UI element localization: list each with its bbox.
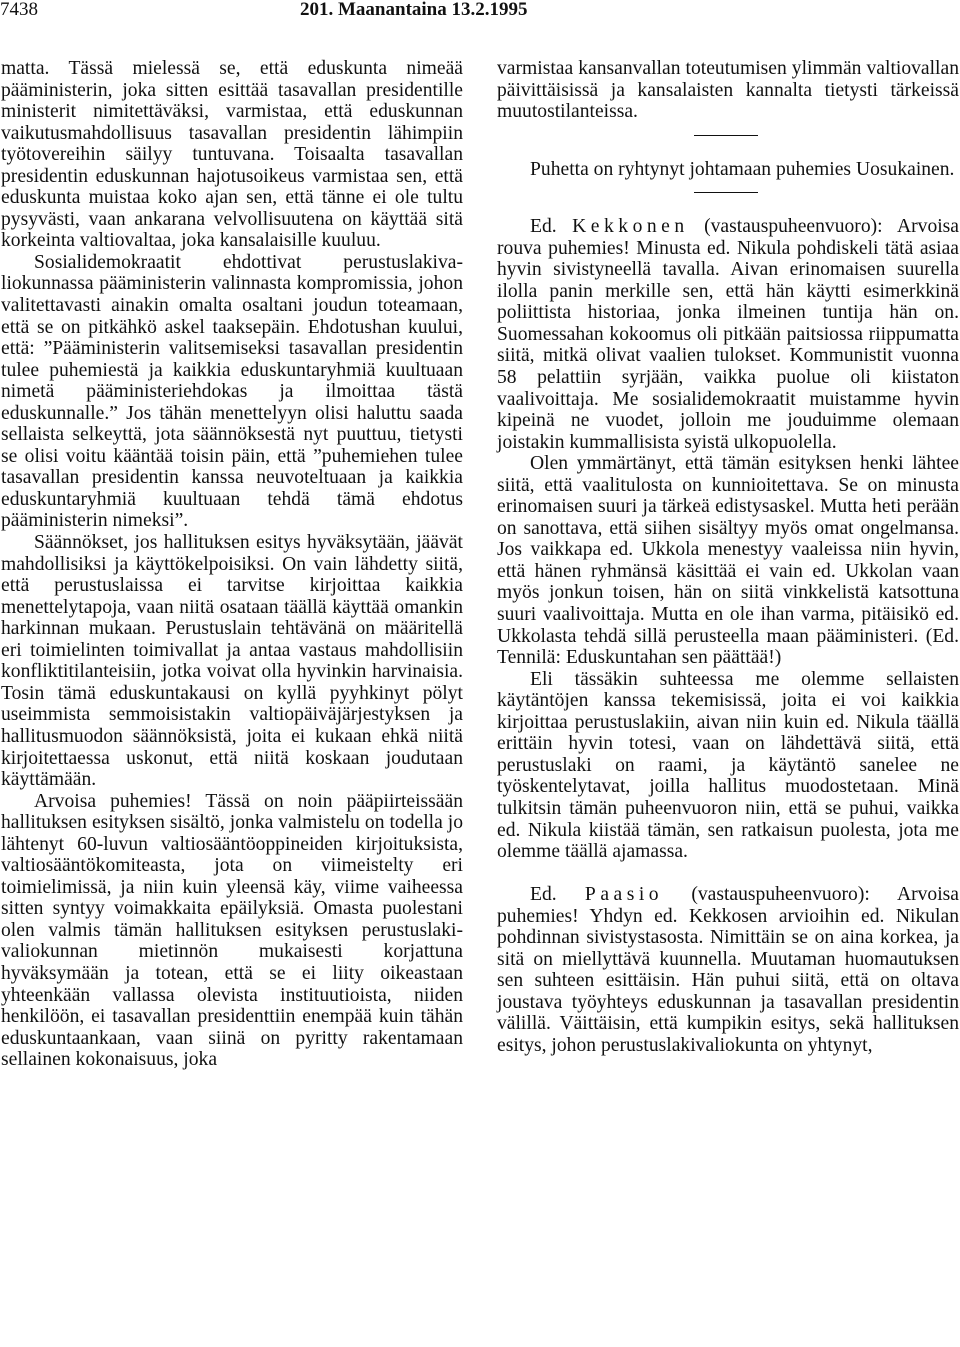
right-column (497, 58, 959, 1057)
section-divider (694, 192, 758, 193)
paragraph: Olen ymmärtänyt, että tämän esityksen henki lähtee siitä, että vaalitulosta on kunnioitettava. Se on minusta erinomaisen suuri ja tärkeä edistysaskel. Mutta heti perään on sanottava, että siihen sisältyy myös omat ongelmansa. Jos vaikkapa ed. Ukkola menestyy vaaleissa niin hyvin, että hänen ryhmänsä käsittää ei vain ed. Ukkolan vaan myös jonkun toisen, hän on siitä vinkkelistä katsottuna suuri vaalivoittaja. Mutta en ole ihan varma, pitäisikö ed. Ukkolasta tehdä sillä perusteella maan pääministeri. (Ed. Tennilä: Eduskuntahan sen päättää!) (497, 453, 959, 669)
left-column (1, 58, 463, 1071)
page-header (0, 0, 960, 20)
speech-type: (vastauspuheenvuoro): (688, 216, 883, 238)
running-head: 201. Maanantaina 13.2.1995 (300, 0, 528, 20)
paragraph: varmistaa kansanvallan toteutumisen ylimmän valtiovallan päivittäisissä ja kansalaisten kannalta tietysti tärkeissä muutostilanteissa. (497, 58, 959, 123)
speech-opening (497, 884, 959, 1056)
paragraph: matta. Tässä mielessä se, että eduskunta nimeää pääministerin, joka sitten esittää tasavallan presidentille ministerit nimitettäväksi, varmistaa, että eduskunnan vaikutusmahdollisuus tasavallan presidentin lähimpiin työtovereihin säilyy tuntuvana. Toisaalta tasavallan presidentin eduskunnan hajotusoikeus varmistaa sen, että eduskunta muistaa koko ajan sen, että tänne ei ole tultu pysyvästi, vaan ankarana velvollisuutena on käyttää sitä korkeinta valtiovaltaa, joka kansalaisille kuuluu. (1, 58, 463, 252)
paragraph-gap (497, 863, 959, 885)
speaker-name: Kekkonen (572, 216, 689, 238)
speaker-name: Paasio (584, 884, 664, 906)
speech-opening (497, 216, 959, 453)
chair-note: Puhetta on ryhtynyt johtamaan puhemies Uosukainen. (530, 158, 955, 180)
speech-type: (vastauspuheenvuoro): (663, 884, 870, 906)
paragraph: Arvoisa puhemies! Tässä on noin pääpiirteissään hallituksen esityksen sisältö, jonka valmistelu on todella jo lähtenyt 60-luvun valtiosääntöoppineiden kirjoituksista, valtiosääntökomiteasta, jota on viimeistelty eri toimielimissä, ja niin kuin yleensä käy, viime vaiheessa sitten syntyy voimakkaita epäilyksiä. Omasta puolestani olen valmis tämän hallituksen esityksen perustuslakivaliokunnan mietinnön mukaisesti korjattuna hyväksymään ja totean, että se ei liity oikeastaan yhteenkään vallassa olevista instituutioista, niiden henkilöön, ei tasavallan presidenttiin enempää kuin tähän eduskuntaankaan, vaan siinä on pyritty rakentamaan sellainen kokonaisuus, joka (1, 790, 463, 1071)
speech-text: Arvoisa puhemies! Yhdyn ed. Kekkosen arvioihin ed. Nikulan pohdinnan sivistystasosta. Nimittäin se on aina korkea, ja sitä on miellyttävä kuunnella. Muutaman huomautuksen sen suhteen esittäisin. Hän puhui siitä, että on oltava joustava työyhteys eduskunnan ja tasavallan presidentin välillä. Väittäisin, että kumpikin esitys, sekä hallituksen esitys, johon perustuslakivaliokunta on yhtynyt, (497, 884, 959, 1056)
paragraph: Sosialidemokraatit ehdottivat perustuslakivaliokunnassa pääministerin valinnasta kompromissia, johon valitettavasti ainakin omalta osaltani joudun toteamaan, että se on pitkähkö askel taaksepäin. Ehdotushan kuului, että: ”Pääministerin valitsemiseksi tasavallan presidentin tulee puhemiestä ja kaikkia eduskuntaryhmiä kuultuaan nimetä pääministeriehdokas ja ilmoittaa tästä eduskunnalle.” Jos tähän menettelyyn olisi haluttu saada sellaista selkeyttä, jota säännöksestä nyt puuttuu, tietysti se olisi voitu kääntää toisin päin, että ”puhemiehen tulee tasavallan presidentin kanssa neuvoteltuaan ja kaikkia eduskuntaryhmiä kuultuaan tehdä tämä ehdotus pääministerin nimeksi”. (1, 251, 463, 532)
paragraph: Eli tässäkin suhteessa me olemme sellaisten käytäntöjen kanssa tekemisissä, joita ei voi kaikkia kirjoittaa perustuslakiin, aivan niin kuin ed. Nikula täällä erittäin hyvin totesi, vaan on lähdettävä siitä, että perustuslaki on raami, ja käytäntö sanelee ne työskentelytavat, joilla hallitus muodostetaan. Minä tulkitsin tämän puheenvuoron niin, että se puhui, vaikka ed. Nikula kiistää tämän, sen ratkaisun puolesta, jota me olemme täällä ajamassa. (497, 668, 959, 863)
speech-lead: Ed. (530, 884, 585, 906)
paragraph: Säännökset, jos hallituksen esitys hyväksytään, jäävät mahdollisiksi ja käyttökelpoisiksi. On vain lähdetty siitä, että perustuslaissa ei tarvitse kirjoittaa kaikkia menettelytapoja, vaan niitä osataan täällä käyttää omankin harkinnan mukaan. Perustuslain tehtävänä on määritellä eri toimielinten toimivallat ja antaa vastaus mahdollisiin konfliktitilanteisiin, jotka voivat olla hyvinkin harvinaisia. Tosin tämä eduskuntakausi on kyllä pyyhkinyt pölyt useimmista semmoisistakin valtiopäiväjärjestyksen ja hallitusmuodon säännöksistä, joita ei kukaan ehkä niitä kirjoitettaessa uskonut, että niitä koskaan joudutaan käyttämään. (1, 532, 463, 791)
speech-text: Arvoisa rouva puhemies! Minusta ed. Nikula pohdiskeli tätä asiaa hyvin sivistyneellä tavalla. Aivan erinomaisen suurella ilolla panin merkille sen, että hän käytti esimerkkinä poliittista historiaa, jonka ilmeinen tuntija hän on. Suomessahan kokoomus oli pitkään paitsiossa riippumatta siitä, mitkä olivat vaalien tulokset. Kommunistit vuonna 58 pelattiin syrjään, vaikka puolue oli kiistaton vaalivoittaja. Me sosialidemokraatit muistamme hyvin kipeinä ne vuodet, jolloin me jouduimme olemaan joistakin kummallisista syistä ulkopuolella. (497, 216, 960, 453)
section-divider (694, 135, 758, 136)
speech-lead: Ed. (530, 216, 573, 238)
page-number: 7438 (0, 0, 38, 20)
